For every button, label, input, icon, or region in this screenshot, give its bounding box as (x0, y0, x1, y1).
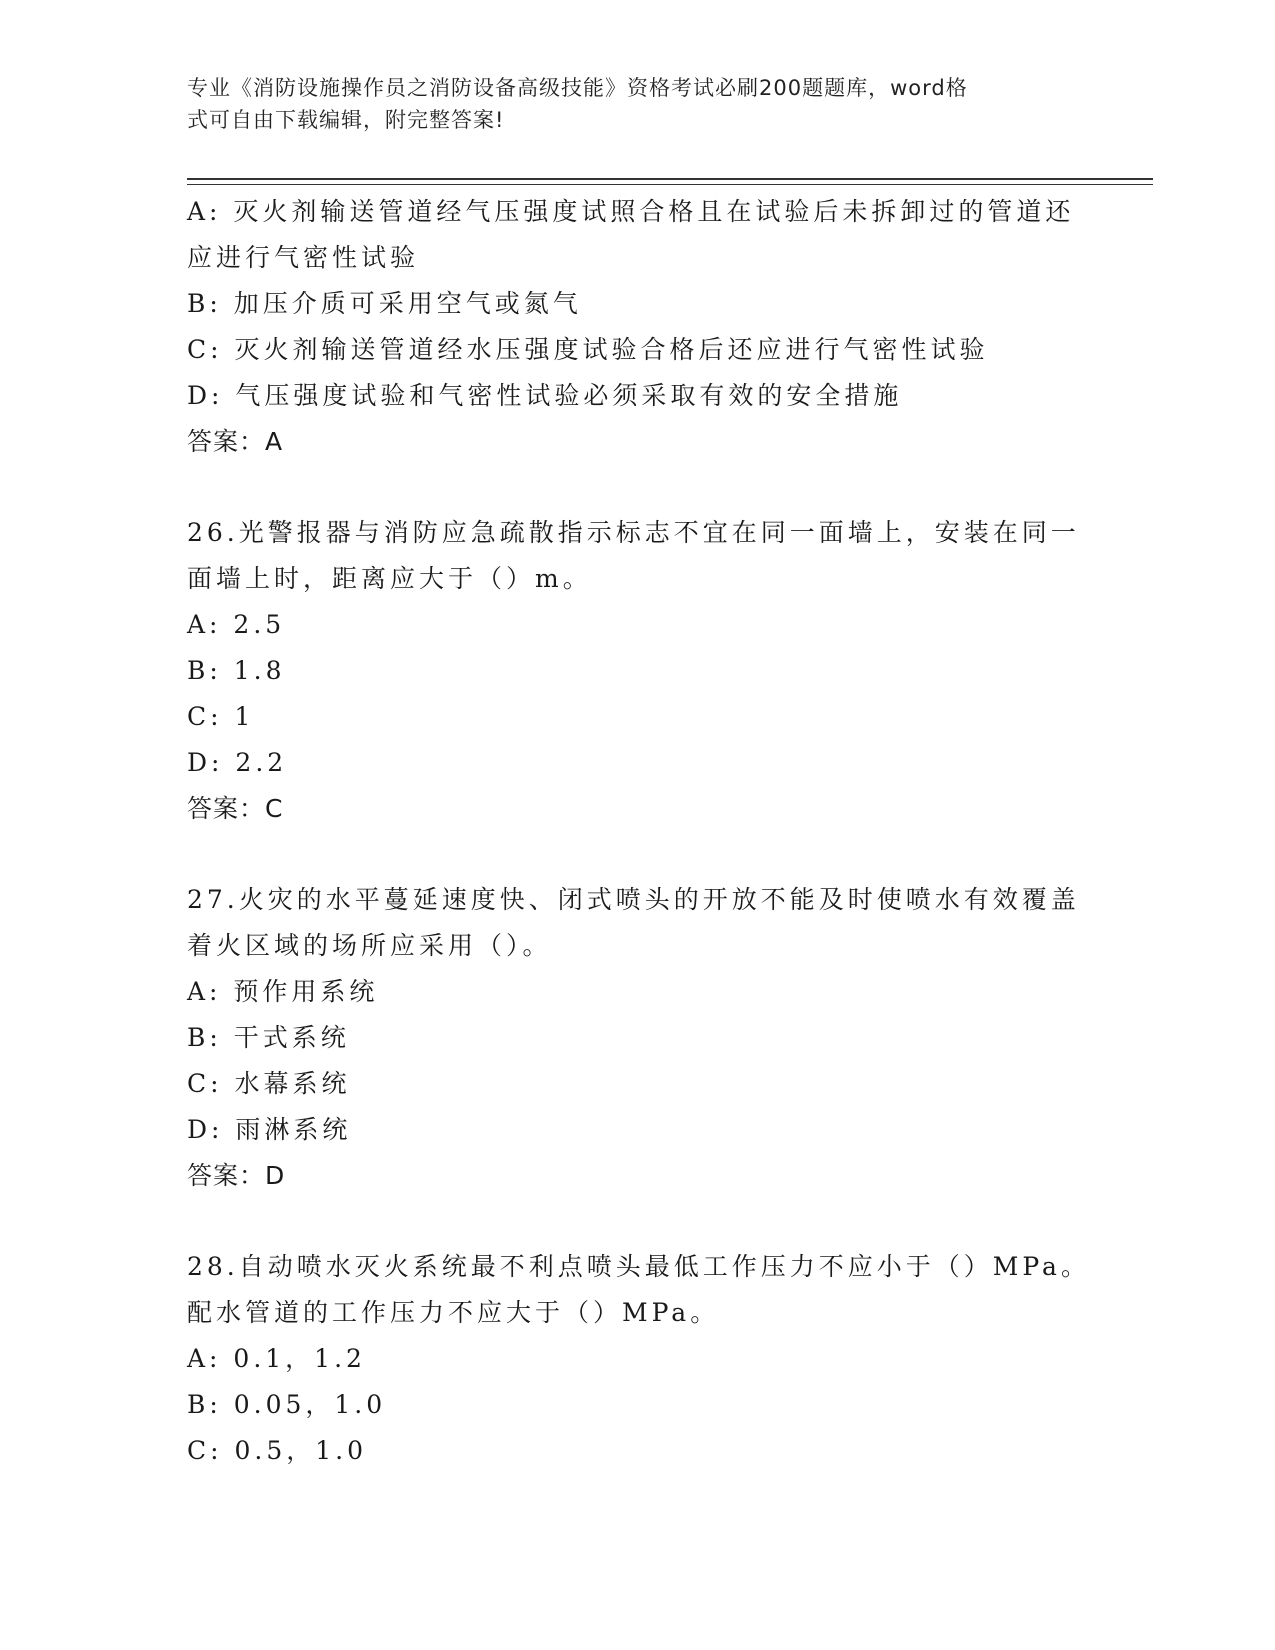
option-a: A: 预作用系统 (187, 977, 379, 1006)
answer-label: 答案：C (187, 794, 284, 823)
question-25-continuation (187, 189, 1087, 465)
option-a: A: 2.5 (187, 610, 286, 639)
question-27 (187, 877, 1087, 1199)
option-b: B: 干式系统 (187, 1023, 350, 1052)
option-d: D: 气压强度试验和气密性试验必须采取有效的安全措施 (187, 381, 903, 410)
question-stem-line-2: 着火区域的场所应采用（）。 (187, 931, 552, 960)
option-d: D: 2.2 (187, 748, 288, 777)
header-line-1: 专业《消防设施操作员之消防设备高级技能》资格考试必刷200题题库，word格 (187, 76, 968, 100)
option-c: C: 1 (187, 702, 255, 731)
option-a-line-2: 应进行气密性试验 (187, 243, 420, 272)
option-d: D: 雨淋系统 (187, 1115, 352, 1144)
option-b: B: 0.05，1.0 (187, 1390, 387, 1419)
question-stem-line-1: 27.火灾的水平蔓延速度快、闭式喷头的开放不能及时使喷水有效覆盖 (187, 885, 1080, 914)
header-divider-thick (187, 178, 1153, 180)
question-stem-line-1: 28.自动喷水灭火系统最不利点喷头最低工作压力不应小于（）MPa。 (187, 1252, 1090, 1281)
header-divider-thin (187, 184, 1153, 185)
spacer (187, 832, 1087, 877)
question-stem-line-2: 面墙上时，距离应大于（）m。 (187, 564, 592, 593)
option-c: C: 灭火剂输送管道经水压强度试验合格后还应进行气密性试验 (187, 335, 989, 364)
question-list (187, 189, 1090, 1474)
answer-label: 答案：D (187, 1161, 286, 1190)
option-c: C: 水幕系统 (187, 1069, 351, 1098)
spacer (187, 465, 1087, 510)
option-c: C: 0.5，1.0 (187, 1436, 368, 1465)
spacer (187, 1199, 1087, 1244)
option-a-line-1: A: 灭火剂输送管道经气压强度试照合格且在试验后未拆卸过的管道还 (187, 197, 1075, 226)
option-a: A: 0.1，1.2 (187, 1344, 366, 1373)
question-stem-line-1: 26.光警报器与消防应急疏散指示标志不宜在同一面墙上，安装在同一 (187, 518, 1080, 547)
question-26 (187, 510, 1087, 832)
question-28 (187, 1244, 1090, 1474)
answer-label: 答案：A (187, 427, 284, 456)
header-line-2: 式可自由下载编辑，附完整答案! (187, 108, 505, 132)
option-b: B: 1.8 (187, 656, 286, 685)
option-b: B: 加压介质可采用空气或氮气 (187, 289, 582, 318)
question-stem-line-2: 配水管道的工作压力不应大于（）MPa。 (187, 1298, 720, 1327)
document-header (187, 72, 1067, 136)
